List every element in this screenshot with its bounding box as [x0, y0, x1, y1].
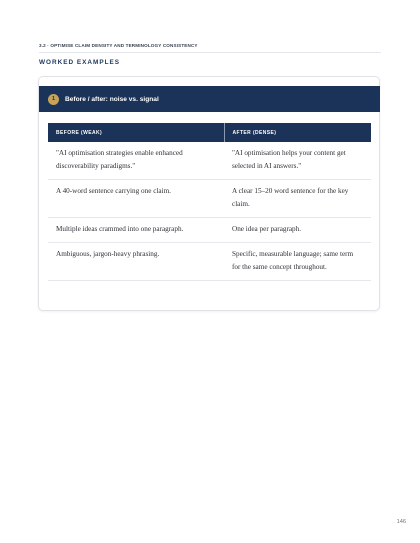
after-cell: One idea per paragraph.: [224, 218, 371, 243]
before-cell: Multiple ideas crammed into one paragraph.: [48, 218, 224, 243]
before-cell: "AI optimisation strategies enable enhanced discoverability paradigms.": [48, 142, 224, 180]
table-row: [48, 218, 371, 243]
example-number-badge: 1: [48, 94, 59, 105]
table-header-row: [48, 123, 371, 142]
card-title: Before / after: noise vs. signal: [65, 95, 159, 103]
after-cell: "AI optimisation helps your content get selected in AI answers.": [224, 142, 371, 180]
column-header-after: AFTER (DENSE): [224, 123, 371, 142]
card-header: [39, 86, 380, 112]
table-row: [48, 142, 371, 180]
table-row: [48, 180, 371, 218]
after-cell: Specific, measurable language; same term for the same concept throughout.: [224, 243, 371, 281]
comparison-table: [48, 123, 371, 281]
table-row: [48, 243, 371, 281]
worked-example-card: [38, 76, 380, 311]
section-label: WORKED EXAMPLES: [39, 59, 121, 66]
before-cell: A 40-word sentence carrying one claim.: [48, 180, 224, 218]
before-cell: Ambiguous, jargon-heavy phrasing.: [48, 243, 224, 281]
page-number: 146: [396, 519, 406, 525]
after-cell: A clear 15–20 word sentence for the key claim.: [224, 180, 371, 218]
column-header-before: BEFORE (WEAK): [48, 123, 224, 142]
running-head: 3.2 · OPTIMISE CLAIM DENSITY AND TERMINOLOGY CONSISTENCY: [39, 43, 381, 53]
